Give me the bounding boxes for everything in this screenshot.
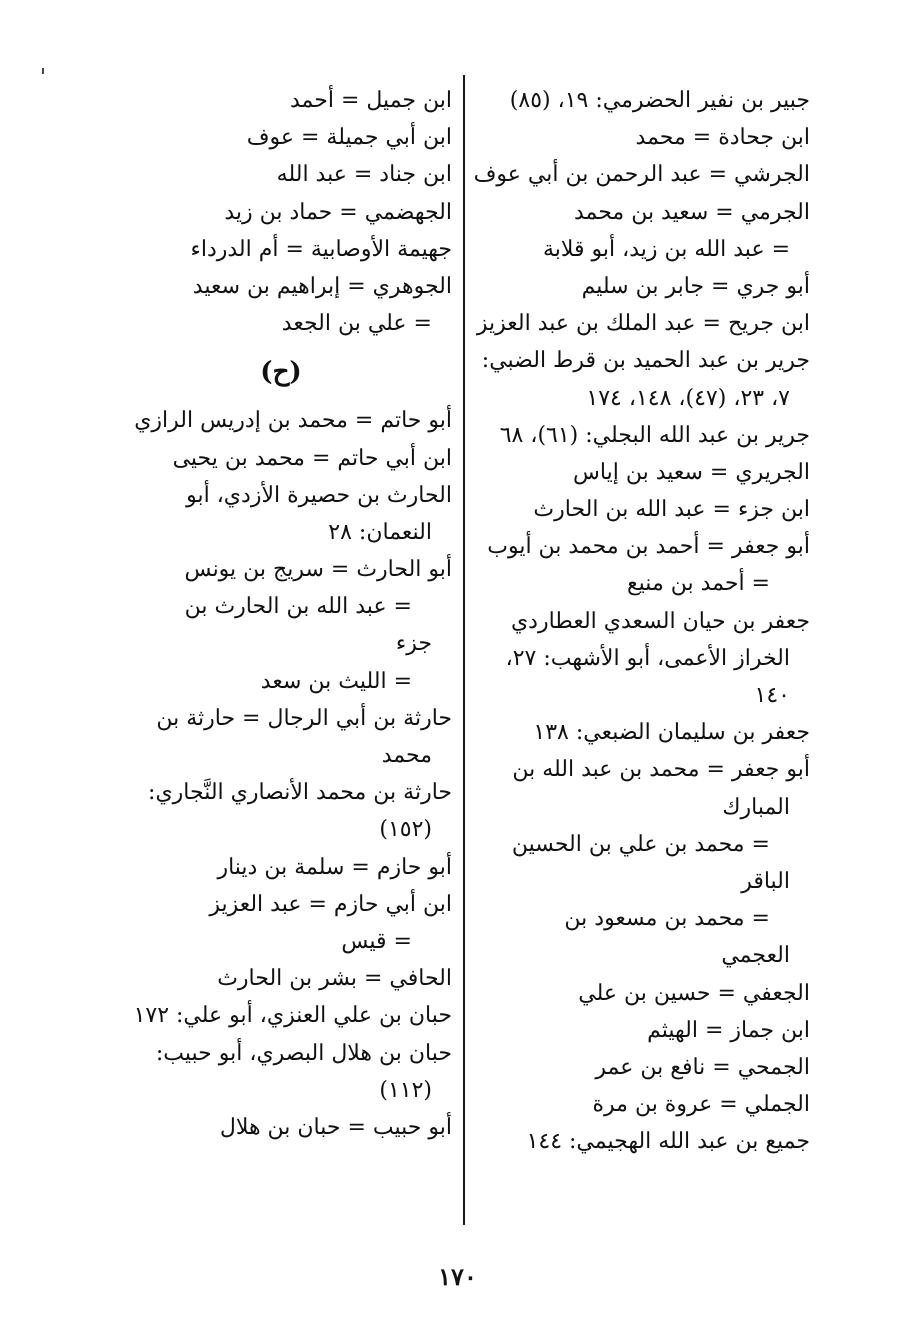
index-entry: حبان بن علي العنزي، أبو علي: ١٧٢: [133, 1003, 452, 1029]
index-entry: = قيس: [341, 928, 412, 954]
index-entry: جميع بن عبد الله الهجيمي: ١٤٤: [526, 1129, 810, 1155]
index-entry: أبو حبيب = حبان بن هلال: [219, 1114, 452, 1140]
index-entry: ابن جريح = عبد الملك بن عبد العزيز: [476, 311, 810, 337]
index-entry: = عبد الله بن زيد، أبو قلابة: [542, 236, 790, 262]
index-entry: أبو جعفر = أحمد بن محمد بن أيوب: [487, 534, 810, 560]
index-entry: = محمد بن علي بن الحسين: [511, 831, 770, 857]
index-entry: جرير بن عبد الحميد بن قرط الضبي:: [481, 348, 810, 374]
index-entry: الجعفي = حسين بن علي: [578, 980, 810, 1006]
page-number: ١٧٠: [438, 1262, 477, 1291]
index-entry: = علي بن الجعد: [281, 311, 432, 337]
index-entry: = عبد الله بن الحارث بن: [184, 594, 412, 620]
index-entry: الجرشي = عبد الرحمن بن أبي عوف: [474, 162, 810, 188]
index-entry: = محمد بن مسعود بن: [564, 906, 770, 932]
index-entry: = الليث بن سعد: [260, 668, 412, 694]
index-entry: الحارث بن حصيرة الأزدي، أبو: [186, 482, 452, 508]
index-entry: أبو جعفر = محمد بن عبد الله بن: [512, 757, 810, 783]
index-entry: حارثة بن محمد الأنصاري النَّجاري:: [148, 780, 452, 806]
index-entry: ابن أبي حازم = عبد العزيز: [209, 891, 452, 917]
index-entry-continuation: ١٤٠: [754, 683, 790, 708]
index-entry: ابن جحادة = محمد: [635, 125, 810, 151]
index-entry: جبير بن نفير الحضرمي: ١٩، (٨٥): [509, 88, 810, 113]
index-entry-continuation: ٧، ٢٣، (٤٧)، ١٤٨، ١٧٤: [586, 385, 790, 411]
index-entry: أبو حاتم = محمد بن إدريس الرازي: [134, 408, 452, 434]
index-entry: حارثة بن أبي الرجال = حارثة بن: [156, 705, 452, 731]
index-entry: الجرمي = سعيد بن محمد: [573, 199, 810, 225]
index-entry: جرير بن عبد الله البجلي: (٦١)، ٦٨: [499, 422, 810, 448]
index-entry-continuation: المبارك: [722, 794, 790, 820]
index-entry-continuation: (١١٢): [379, 1077, 432, 1103]
index-entry: الجهضمي = حماد بن زيد: [224, 199, 452, 225]
left-column: [110, 82, 452, 1146]
index-entry: أبو جري = جابر بن سليم: [581, 273, 810, 299]
margin-mark: [42, 68, 44, 74]
index-entry: ابن أبي حاتم = محمد بن يحيى: [172, 445, 452, 471]
index-entry-continuation: محمد: [381, 743, 432, 768]
index-entry: أبو حازم = سلمة بن دينار: [217, 854, 452, 880]
index-entry: أبو الحارث = سريج بن يونس: [184, 557, 452, 583]
index-entry: ابن جناد = عبد الله: [276, 162, 452, 188]
index-entry-continuation: النعمان: ٢٨: [328, 519, 432, 545]
index-entry-continuation: (١٥٢): [379, 817, 432, 843]
section-heading: (ح): [260, 357, 302, 388]
right-column: [474, 82, 810, 1160]
index-entry-continuation: العجمي: [721, 943, 790, 969]
index-entry: ابن جماز = الهيثم: [647, 1017, 810, 1043]
index-entry: الجوهري = إبراهيم بن سعيد: [192, 273, 452, 299]
index-entry: جهيمة الأوصابية = أم الدرداء: [190, 236, 452, 262]
index-entry-continuation: الخراز الأعمى، أبو الأشهب: ٢٧،: [505, 645, 790, 671]
column-divider: [463, 75, 465, 1225]
index-entry: الحافي = بشر بن الحارث: [217, 966, 452, 992]
index-entry: الجريري = سعيد بن إياس: [573, 459, 810, 485]
index-entry: = أحمد بن منيع: [626, 571, 770, 597]
index-entry: جعفر بن حيان السعدي العطاردي: [510, 608, 810, 634]
index-entry-continuation: جزء: [395, 631, 432, 657]
index-entry-continuation: الباقر: [741, 868, 790, 894]
index-entry: ابن جميل = أحمد: [290, 88, 452, 113]
index-entry: الجمحي = نافع بن عمر: [595, 1054, 810, 1080]
index-entry: الجملي = عروة بن مرة: [592, 1092, 810, 1118]
index-entry: ابن أبي جميلة = عوف: [246, 125, 452, 151]
index-entry: جعفر بن سليمان الضبعي: ١٣٨: [533, 720, 810, 746]
index-entry: ابن جزء = عبد الله بن الحارث: [533, 497, 810, 523]
index-entry: حبان بن هلال البصري، أبو حبيب:: [155, 1040, 452, 1066]
